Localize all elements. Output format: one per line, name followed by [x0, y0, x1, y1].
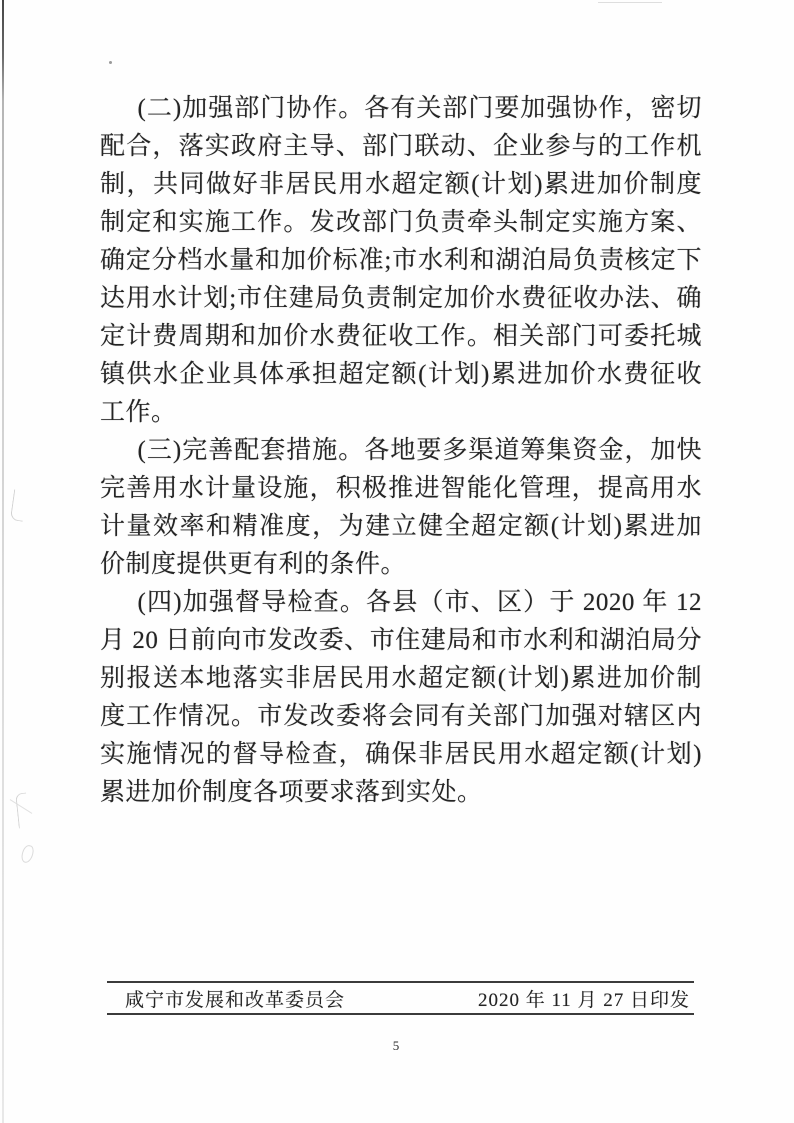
page-number: 5	[392, 1038, 400, 1053]
scan-artifact	[15, 793, 30, 829]
scan-artifact	[10, 799, 33, 814]
document-body	[100, 90, 702, 812]
scan-artifact	[10, 489, 27, 522]
scan-artifact	[598, 2, 662, 3]
print-date: 2020 年 11 月 27 日印发	[477, 989, 690, 1011]
paragraph-section-3: (三)完善配套措施。各地要多渠道筹集资金，加快完善用水计量设施，积极推进智能化管理，提高用水计量效率和精准度，为建立健全超定额(计划)累进加价制度提供更有利的条件。	[100, 437, 702, 578]
scan-speck	[109, 61, 112, 64]
paragraph-section-2: (二)加强部门协作。各有关部门要加强协作，密切配合，落实政府主导、部门联动、企业参与的工作机制，共同做好非居民用水超定额(计划)累进加价制度制定和实施工作。发改部门负责牵头制定实施方案、确定分档水量和加价标准;市水利和湖泊局负责核定下达用水计划;市住建局负责制定加价水费征收办法、确定计费周期和加价水费征收工作。相关部门可委托城镇供水企业具体承担超定额(计划)累进加价水费征收工作。	[100, 95, 702, 426]
issuing-agency: 咸宁市发展和改革委员会	[125, 989, 346, 1011]
scan-artifact	[20, 844, 35, 864]
scan-edge-artifact	[2, 0, 4, 1123]
paragraph-section-4: (四)加强督导检查。各县（市、区）于 2020 年 12 月 20 日前向市发改委、市住建局和市水利和湖泊局分别报送本地落实非居民用水超定额(计划)累进加价制度工作情况。市发改委将会同有关部门加强对辖区内实施情况的督导检查，确保非居民用水超定额(计划)累进加价制度各项要求落到实处。	[100, 589, 702, 806]
colophon-bar	[107, 981, 694, 1015]
